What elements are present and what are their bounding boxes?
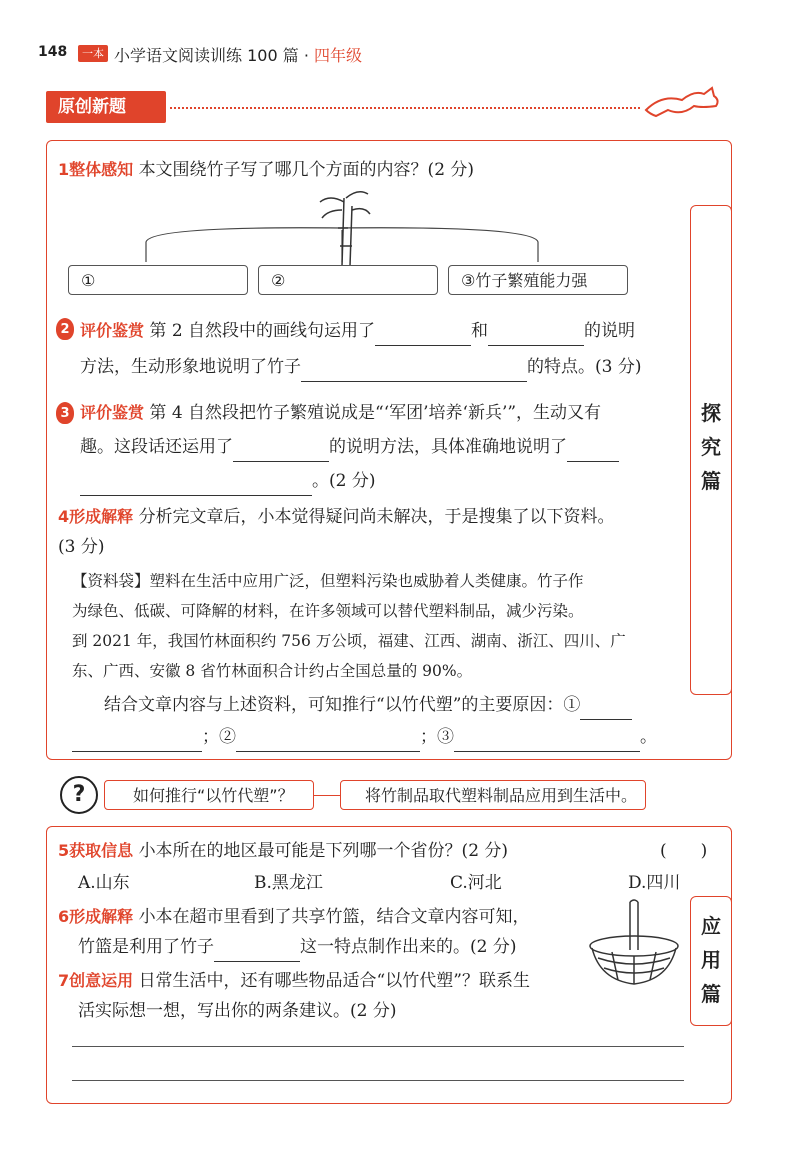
- q-text: 。(2 分): [312, 471, 376, 491]
- q-text: 小本所在的地区最可能是下列哪一个省份？(2 分): [138, 841, 509, 861]
- q-text: 竹篮是利用了竹子: [78, 937, 214, 957]
- q3-line2: [80, 432, 619, 462]
- book-title-text: 小学语文阅读训练 100 篇: [114, 46, 299, 65]
- blank-field[interactable]: [488, 323, 584, 346]
- q-text: 趣。这段话还运用了: [80, 437, 233, 457]
- material-box: [72, 566, 688, 686]
- q6-line2: [78, 932, 516, 962]
- q-text: 第 4 自然段把竹子繁殖说成是“‘军团’培养‘新兵’”，生动又有: [149, 403, 602, 423]
- q4-prompt: [104, 690, 632, 720]
- q-text: 日常生活中，还有哪些物品适合“以竹代塑”？联系生: [138, 971, 530, 991]
- option-a[interactable]: A.山东: [78, 873, 130, 893]
- blank-field[interactable]: [301, 359, 527, 382]
- option-b[interactable]: B.黑龙江: [254, 873, 323, 893]
- blank-field[interactable]: [580, 697, 632, 720]
- q-tag: 创意运用: [69, 971, 134, 990]
- connector-line: [314, 795, 340, 796]
- side-char: 用: [701, 948, 721, 972]
- q-tag: 形成解释: [69, 907, 134, 926]
- q-text: 这一特点制作出来的。(2 分): [300, 937, 517, 957]
- q3-line1: [80, 398, 601, 428]
- blank-field[interactable]: [80, 473, 312, 496]
- question-icon: ?: [60, 776, 98, 814]
- side-char: 应: [701, 914, 721, 938]
- book-logo: 一本: [78, 45, 108, 62]
- answer-box: 将竹制品取代塑料制品应用到生活中。: [340, 780, 646, 810]
- q4-answers: [72, 722, 657, 752]
- answer-line[interactable]: [72, 1046, 684, 1047]
- side-char: 篇: [701, 469, 721, 493]
- q-text: 第 2 自然段中的画线句运用了: [149, 321, 376, 341]
- q-tag: 整体感知: [69, 160, 134, 179]
- q-text: ；③: [420, 727, 454, 747]
- answer-line[interactable]: [72, 1080, 684, 1081]
- side-char: 篇: [701, 982, 721, 1006]
- q-number: 4: [58, 507, 70, 526]
- blank-field[interactable]: [375, 323, 471, 346]
- flame-icon: 3: [56, 402, 74, 424]
- answer-bracket[interactable]: ( ): [660, 841, 708, 861]
- material-line: 东、广西、安徽 8 省竹林面积合计约占全国总量的 90%。: [72, 662, 473, 680]
- q-text: ；②: [202, 727, 236, 747]
- q-number: 1: [58, 160, 70, 179]
- q5: [58, 836, 508, 866]
- page-number: 148: [38, 44, 68, 60]
- section-banner: 原创新题: [46, 91, 166, 123]
- q6-line1: [58, 902, 530, 932]
- option-c[interactable]: C.河北: [450, 873, 502, 893]
- q-text: 和: [471, 321, 489, 341]
- blank-field[interactable]: [214, 939, 300, 962]
- q-tag: 评价鉴赏: [80, 403, 145, 422]
- q2-line2: [80, 352, 641, 382]
- cat-icon: [642, 80, 722, 120]
- q2-line1: [80, 316, 635, 346]
- apply-side-tab: [690, 896, 732, 1026]
- q7-line1: [58, 966, 530, 996]
- q-text: 方法，生动形象地说明了竹子: [80, 357, 301, 377]
- book-title: 小学语文阅读训练 100 篇 · 四年级: [114, 46, 363, 65]
- q-number: 6: [58, 907, 70, 926]
- q3-line3: [80, 466, 375, 496]
- q7-line2: 活实际想一想，写出你的两条建议。(2 分): [78, 1001, 397, 1021]
- q-text: 本文围绕竹子写了哪几个方面的内容？(2 分): [138, 160, 475, 180]
- q-number: 7: [58, 971, 70, 990]
- blank-field[interactable]: [454, 729, 640, 752]
- q4-line1: [58, 502, 615, 532]
- blank-field[interactable]: [72, 729, 202, 752]
- q-number: 5: [58, 841, 70, 860]
- q-tag: 形成解释: [69, 507, 134, 526]
- q-tag: 评价鉴赏: [80, 321, 145, 340]
- banner-dotted-line: [170, 107, 640, 109]
- bamboo-icon: [312, 188, 372, 268]
- grade-label: 四年级: [314, 46, 363, 65]
- side-char: 究: [701, 435, 721, 459]
- q1: [58, 155, 474, 185]
- answer-box-1[interactable]: ①: [68, 265, 248, 295]
- blank-field[interactable]: [236, 729, 420, 752]
- q-text: 的特点。(3 分): [527, 357, 642, 377]
- material-line: 为绿色、低碳、可降解的材料，在许多领域可以替代塑料制品，减少污染。: [72, 602, 584, 620]
- material-line: 到 2021 年，我国竹林面积约 756 万公顷，福建、江西、湖南、浙江、四川、广: [72, 632, 626, 650]
- answer-box-2[interactable]: ②: [258, 265, 438, 295]
- q-tag: 获取信息: [69, 841, 134, 860]
- option-d[interactable]: D.四川: [628, 873, 681, 893]
- bamboo-basket-icon: [586, 898, 682, 990]
- side-char: 探: [701, 401, 721, 425]
- q-text: 结合文章内容与上述资料，可知推行“以竹代塑”的主要原因：①: [104, 695, 581, 715]
- flame-icon: 2: [56, 318, 74, 340]
- answer-box-3: ③竹子繁殖能力强: [448, 265, 628, 295]
- q4-line2: (3 分): [58, 537, 105, 557]
- material-line: 【资料袋】塑料在生活中应用广泛，但塑料污染也威胁着人类健康。竹子作: [72, 572, 584, 590]
- q-text: 分析完文章后，小本觉得疑问尚未解决，于是搜集了以下资料。: [138, 507, 615, 527]
- blank-field[interactable]: [567, 439, 619, 462]
- q-text: 的说明方法，具体准确地说明了: [329, 437, 567, 457]
- q-text: 。: [640, 727, 657, 747]
- q-text: 的说明: [584, 321, 636, 341]
- q-text: 小本在超市里看到了共享竹篮，结合文章内容可知，: [138, 907, 530, 927]
- blank-field[interactable]: [233, 439, 329, 462]
- explore-side-tab: [690, 205, 732, 695]
- question-box: 如何推行“以竹代塑”？: [104, 780, 314, 810]
